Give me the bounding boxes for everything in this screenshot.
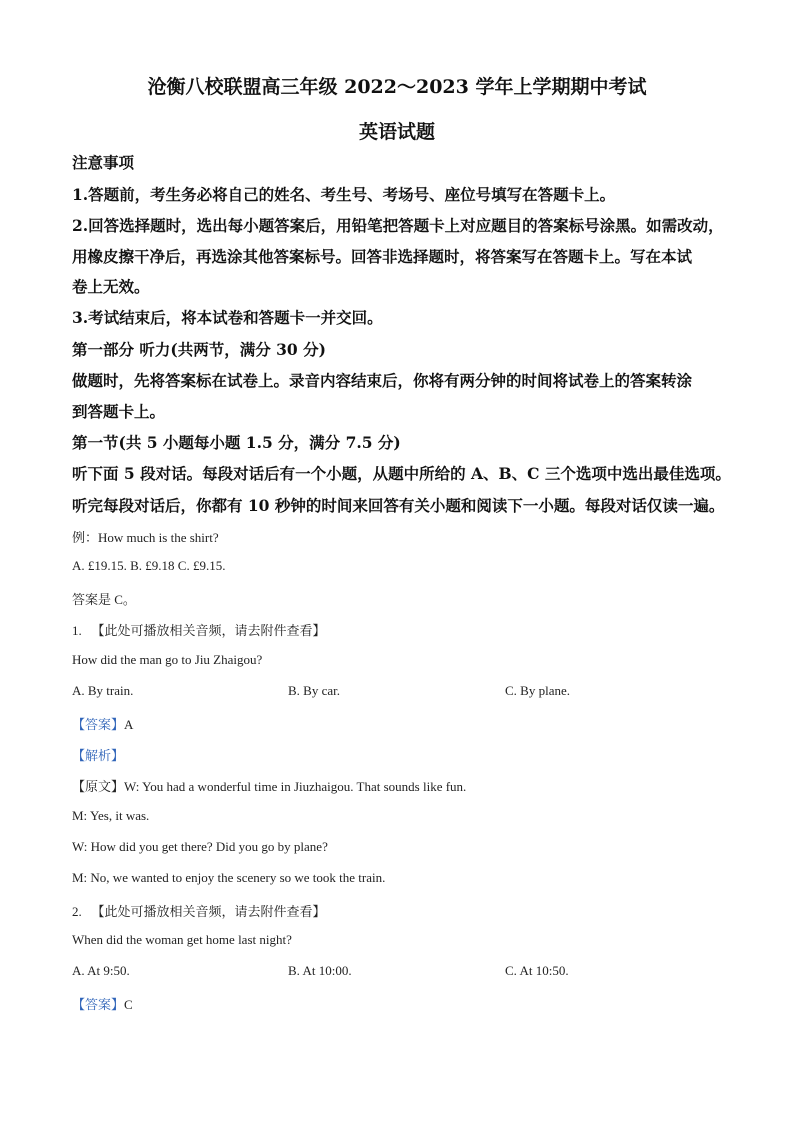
- example-question: 例：How much is the shirt?: [72, 530, 219, 545]
- question-1-transcript-3: W: How did you get there? Did you go by plane?: [72, 839, 328, 854]
- notice-item-1: 1.答题前，考生务必将自己的姓名、考生号、考场号、座位号填写在答题卡上。: [72, 185, 616, 204]
- question-1-transcript-1: [72, 776, 466, 795]
- question-1-transcript-2: M: Yes, it was.: [72, 808, 150, 823]
- notice-heading: 注意事项: [72, 153, 135, 172]
- notice-item-3: 3.考试结束后，将本试卷和答题卡一并交回。: [72, 308, 383, 327]
- part1-desc-line-1: 做题时，先将答案标在试卷上。录音内容结束后，你将有两分钟的时间将试卷上的答案转涂: [72, 371, 693, 390]
- question-1-transcript-4: M: No, we wanted to enjoy the scenery so we took the train.: [72, 870, 386, 885]
- question-2-text: When did the woman get home last night?: [72, 932, 292, 947]
- question-1-option-b: B. By car.: [288, 683, 340, 698]
- example-answer: 答案是 C。: [72, 592, 136, 607]
- question-2-answer: [72, 994, 133, 1013]
- question-2-header: [72, 901, 326, 920]
- part1-heading: 第一部分 听力(共两节，满分 30 分): [72, 340, 326, 359]
- answer-tag: 【答案】: [72, 997, 125, 1012]
- part1-desc-line-2: 到答题卡上。: [72, 402, 166, 421]
- example-options: A. £19.15. B. £9.18 C. £9.15.: [72, 558, 226, 573]
- question-2-option-b: B. At 10:00.: [288, 963, 352, 978]
- question-number: 1.: [72, 623, 82, 638]
- question-1-answer: [72, 714, 133, 733]
- notice-item-2-line-1: 2.回答选择题时，选出每小题答案后，用铅笔把答题卡上对应题目的答案标号涂黑。如需改动，: [72, 216, 724, 235]
- section1-heading: 第一节(共 5 小题每小题 1.5 分，满分 7.5 分): [72, 433, 401, 452]
- answer-value: C: [124, 997, 133, 1012]
- question-2-option-c: C. At 10:50.: [505, 963, 569, 978]
- exam-title: 沧衡八校联盟高三年级 2022～2023 学年上学期期中考试: [147, 76, 647, 98]
- notice-item-2-line-3: 卷上无效。: [72, 277, 150, 296]
- notice-item-2-line-2: 用橡皮擦干净后，再选涂其他答案标号。回答非选择题时，将答案写在答题卡上。写在本试: [72, 247, 693, 266]
- answer-tag: 【答案】: [72, 717, 125, 732]
- question-1-text: How did the man go to Jiu Zhaigou?: [72, 652, 263, 667]
- section1-instruction-line-1: 听下面 5 段对话。每段对话后有一个小题，从题中所给的 A、B、C 三个选项中选出最佳选项。: [72, 464, 731, 483]
- audio-placeholder: 【此处可播放相关音频，请去附件查看】: [91, 904, 326, 919]
- question-1-header: [72, 620, 326, 639]
- analysis-tag: 【解析】: [72, 748, 125, 763]
- audio-placeholder: 【此处可播放相关音频，请去附件查看】: [91, 623, 326, 638]
- section1-instruction-line-2: 听完每段对话后，你都有 10 秒钟的时间来回答有关小题和阅读下一小题。每段对话仅读一遍。: [72, 496, 725, 515]
- question-2-option-a: A. At 9:50.: [72, 963, 130, 978]
- question-1-option-c: C. By plane.: [505, 683, 570, 698]
- question-1-analysis: [72, 745, 124, 764]
- question-1-option-a: A. By train.: [72, 683, 134, 698]
- transcript-text: W: You had a wonderful time in Jiuzhaigou. That sounds like fun.: [124, 779, 467, 794]
- transcript-tag: 【原文】: [72, 779, 125, 794]
- question-number: 2.: [72, 904, 82, 919]
- answer-value: A: [124, 717, 134, 732]
- exam-subtitle: 英语试题: [358, 121, 435, 143]
